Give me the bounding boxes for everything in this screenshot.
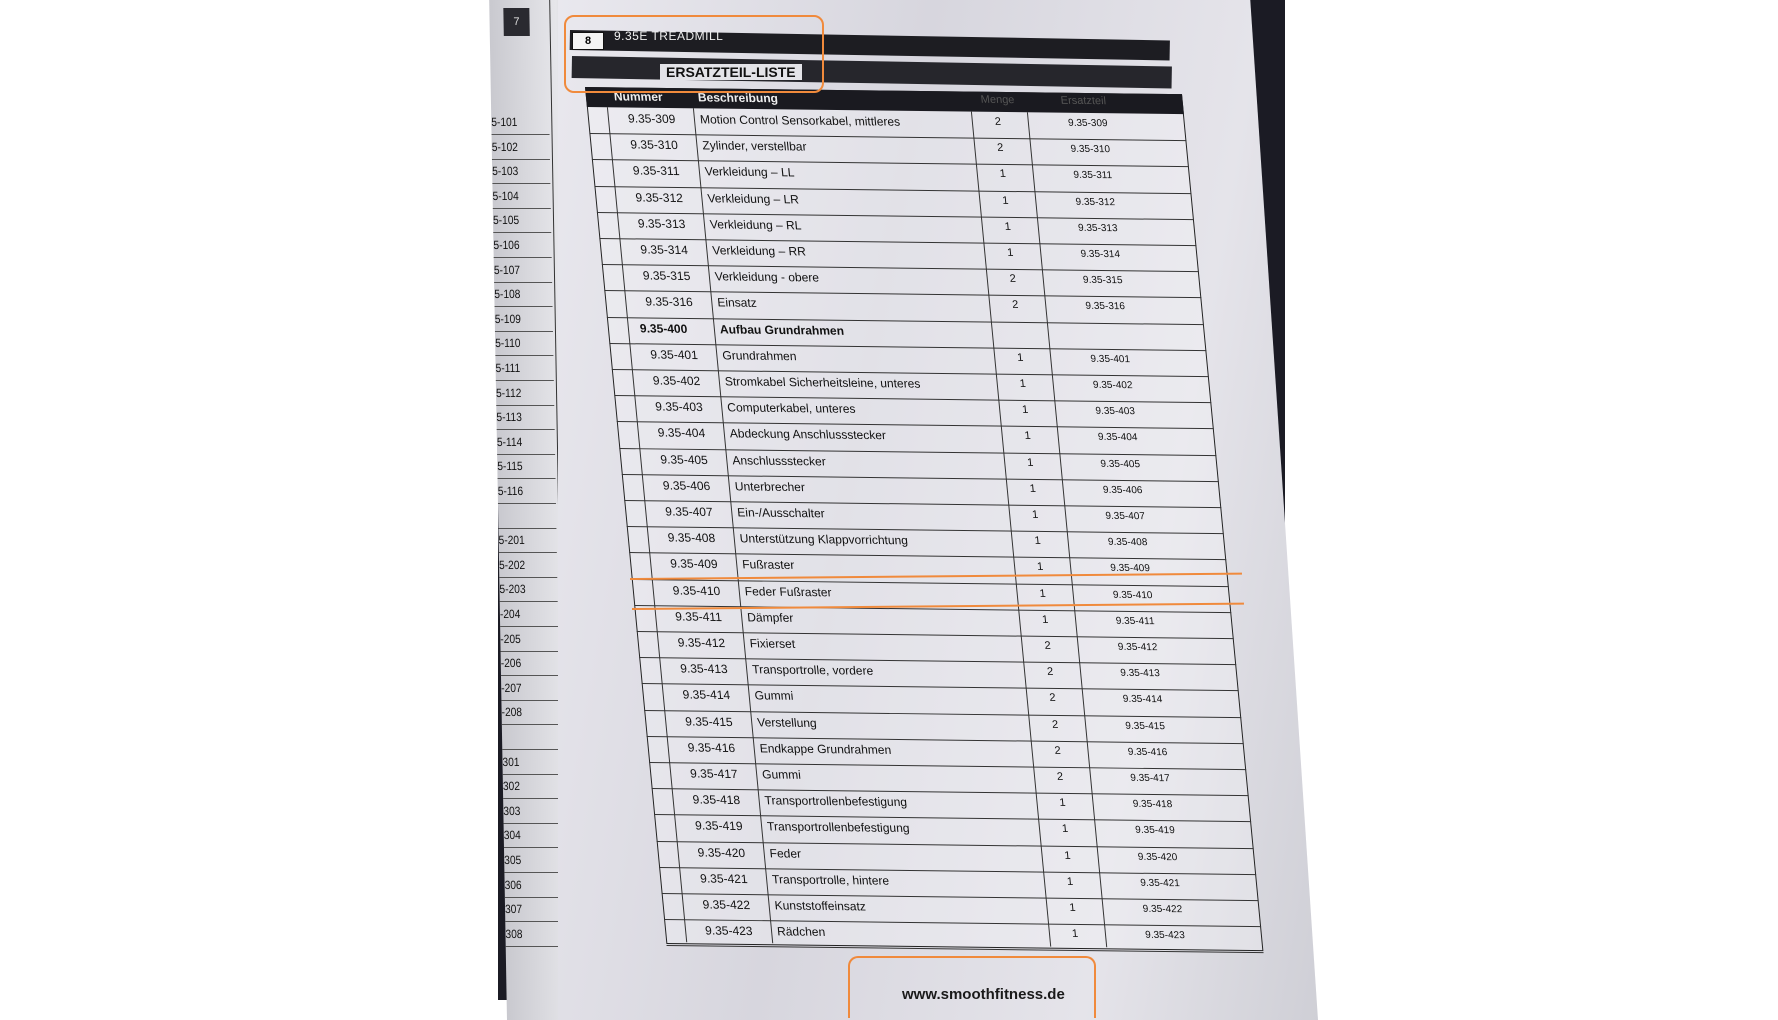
part-reference: 9.35-401	[1070, 353, 1151, 365]
left-page-number	[495, 307, 553, 332]
part-quantity: 1	[995, 247, 1026, 259]
left-page-number-text: 5-115	[497, 454, 523, 478]
part-number: 9.35-418	[692, 793, 741, 808]
part-quantity: 2	[997, 273, 1028, 285]
part-quantity: 1	[1057, 902, 1088, 914]
left-page-number	[498, 528, 556, 553]
part-number: 9.35-414	[682, 688, 731, 703]
part-description: Feder Fußraster	[744, 584, 832, 599]
part-quantity: 1	[1010, 404, 1041, 416]
part-reference: 9.35-309	[1047, 118, 1128, 130]
part-description: Verkleidung - obere	[714, 270, 819, 285]
left-page-number	[500, 627, 558, 652]
part-quantity: 1	[992, 221, 1023, 233]
part-number: 9.35-411	[675, 609, 723, 624]
part-number: 9.35-422	[702, 897, 751, 912]
part-description: Rädchen	[776, 925, 825, 940]
left-page-number-text: 5-104	[492, 184, 519, 208]
left-page-number	[498, 479, 556, 504]
left-page-number-text: 5-116	[498, 479, 524, 503]
part-quantity: 2	[985, 142, 1016, 154]
part-description: Endkappe Grundrahmen	[759, 741, 892, 757]
left-page-number-text: 306	[504, 873, 521, 897]
left-page-number-text: 5-113	[496, 405, 522, 429]
left-page-number-text: 5-202	[499, 553, 526, 577]
left-page-number	[491, 110, 549, 135]
left-page-number	[501, 700, 559, 725]
part-number: 9.35-420	[697, 845, 746, 860]
left-page-number	[505, 922, 563, 947]
header-number: Nummer	[613, 89, 663, 104]
left-page-number	[494, 282, 552, 307]
part-quantity: 2	[1040, 718, 1071, 730]
part-number: 9.35-402	[652, 373, 701, 388]
part-quantity: 1	[990, 194, 1021, 206]
part-number: 9.35-412	[677, 635, 726, 650]
left-page-number-text: 308	[505, 922, 522, 946]
part-reference: 9.35-417	[1110, 773, 1191, 785]
part-reference: 9.35-310	[1050, 144, 1131, 156]
left-page-number-text: 5-111	[495, 356, 520, 380]
left-page-number	[499, 553, 557, 578]
part-description: Unterstützung Klappvorrichtung	[739, 532, 908, 548]
part-description: Transportrollenbefestigung	[766, 820, 910, 836]
section-title: ERSATZTEIL-LISTE	[660, 64, 802, 80]
part-description: Fixierset	[749, 636, 796, 651]
part-description: Motion Control Sensorkabel, mittleres	[699, 112, 900, 128]
left-page-number	[504, 873, 562, 898]
header-quantity: Menge	[980, 94, 1015, 106]
left-page-number	[504, 823, 562, 848]
part-number: 9.35-316	[645, 295, 694, 310]
part-description: Ein-/Ausschalter	[737, 505, 826, 520]
part-number: 9.35-406	[662, 478, 711, 493]
left-page-number-text: 5-107	[494, 258, 521, 282]
left-page-number-text: 5-103	[492, 159, 519, 183]
left-page-number-text: 301	[502, 750, 519, 774]
part-reference: 9.35-421	[1120, 877, 1201, 889]
url-highlight-box	[848, 956, 1096, 1018]
left-page-number-column	[489, 0, 568, 1020]
part-reference: 9.35-313	[1057, 222, 1138, 234]
left-page-number-text: 303	[503, 799, 520, 823]
left-page-number-text: -204	[500, 602, 521, 626]
left-page-number	[499, 577, 557, 602]
part-description: Einsatz	[717, 296, 758, 310]
part-quantity: 2	[1032, 640, 1063, 652]
part-reference: 9.35-311	[1052, 170, 1133, 182]
left-page-number	[505, 897, 563, 922]
left-page-number-text: -208	[501, 700, 522, 724]
part-number: 9.35-312	[635, 190, 684, 205]
part-number: 9.35-315	[642, 269, 691, 284]
part-description: Anschlussstecker	[732, 453, 827, 468]
part-reference: 9.35-422	[1122, 904, 1203, 916]
part-number: 9.35-407	[665, 504, 714, 519]
left-page-number-text: 5-112	[496, 381, 522, 405]
left-page-number	[498, 504, 556, 529]
left-page-number-text: 305	[504, 848, 521, 872]
left-page-number-text: 5-203	[499, 577, 526, 601]
left-page-number-text: 5-102	[492, 135, 519, 159]
part-description: Transportrolle, vordere	[752, 663, 874, 678]
part-number: 9.35-400	[639, 321, 688, 336]
left-page-number	[503, 799, 561, 824]
part-quantity: 1	[1047, 797, 1078, 809]
part-quantity: 1	[1017, 483, 1048, 495]
part-description: Verkleidung – RR	[712, 243, 807, 258]
left-page-number	[504, 848, 562, 873]
left-page-number-text: 5-108	[494, 282, 521, 306]
part-quantity: 2	[1037, 692, 1068, 704]
part-description: Verkleidung – LR	[707, 191, 800, 206]
left-page-number	[501, 676, 559, 701]
parts-table	[585, 87, 1267, 954]
left-page-number	[497, 454, 555, 479]
part-reference: 9.35-406	[1082, 484, 1163, 496]
part-description: Aufbau Grundrahmen	[719, 322, 844, 337]
left-page-number	[496, 381, 554, 406]
part-number: 9.35-423	[704, 924, 753, 939]
part-quantity: 2	[1042, 745, 1073, 757]
part-quantity: 2	[982, 116, 1013, 128]
left-page-number-text: 5-110	[495, 331, 521, 355]
part-number: 9.35-404	[657, 426, 706, 441]
part-description: Transportrollenbefestigung	[764, 794, 908, 810]
part-number: 9.35-309	[627, 111, 676, 126]
part-description: Transportrolle, hintere	[771, 872, 889, 887]
left-page-number-text: 307	[505, 897, 522, 921]
part-quantity: 1	[1025, 561, 1056, 573]
part-number: 9.35-409	[670, 557, 719, 572]
part-reference: 9.35-405	[1080, 458, 1161, 470]
left-page-number	[495, 356, 553, 381]
left-page-number	[502, 750, 560, 775]
part-reference: 9.35-409	[1090, 563, 1171, 575]
part-quantity: 1	[1020, 509, 1051, 521]
part-number: 9.35-419	[694, 819, 743, 834]
part-description: Verkleidung – LL	[704, 165, 795, 180]
part-reference: 9.35-415	[1105, 720, 1186, 732]
part-quantity: 1	[1059, 928, 1090, 940]
left-page-number-text: -205	[500, 627, 521, 651]
part-reference	[1067, 327, 1147, 328]
part-quantity: 1	[1022, 535, 1053, 547]
part-quantity: 1	[987, 168, 1018, 180]
left-page-number	[494, 258, 552, 283]
part-description: Abdeckung Anschlussstecker	[729, 427, 886, 443]
part-reference: 9.35-408	[1087, 537, 1168, 549]
part-reference: 9.35-419	[1115, 825, 1196, 837]
left-page-number	[492, 184, 550, 209]
part-description: Grundrahmen	[722, 348, 797, 363]
title-highlight-box	[564, 15, 824, 93]
left-page-number-text: 5-101	[491, 110, 518, 134]
left-page-tab: 7	[503, 8, 529, 36]
part-number: 9.35-416	[687, 740, 736, 755]
part-description: Gummi	[762, 767, 802, 781]
part-reference: 9.35-420	[1117, 851, 1198, 863]
part-reference: 9.35-316	[1065, 301, 1146, 313]
part-number: 9.35-410	[672, 583, 721, 598]
header-reference: Ersatzteil	[1060, 95, 1106, 108]
document-title: 9.35E TREADMILL	[614, 29, 723, 43]
part-number: 9.35-413	[680, 662, 729, 677]
part-description: Kunststoffeinsatz	[774, 898, 867, 913]
part-description: Dämpfer	[747, 610, 794, 625]
left-page-number	[496, 405, 554, 430]
part-number: 9.35-310	[630, 138, 679, 153]
left-page-number-text: 5-105	[493, 208, 520, 232]
part-reference: 9.35-412	[1097, 642, 1178, 654]
page-number: 8	[572, 32, 604, 50]
part-reference: 9.35-418	[1112, 799, 1193, 811]
part-number: 9.35-313	[637, 216, 686, 231]
part-number: 9.35-403	[655, 400, 704, 415]
part-reference: 9.35-413	[1100, 668, 1181, 680]
footer-url[interactable]: www.smoothfitness.de	[902, 986, 1065, 1003]
left-page-number-text: -206	[501, 651, 522, 675]
part-number: 9.35-311	[632, 164, 680, 179]
header-description: Beschreibung	[697, 90, 778, 105]
left-page-number	[495, 331, 553, 356]
left-page-number	[492, 159, 550, 184]
part-description: Feder	[769, 846, 802, 860]
left-page-number-text: 5-109	[495, 307, 522, 331]
part-reference: 9.35-411	[1095, 615, 1176, 627]
part-description: Verkleidung – RL	[709, 217, 802, 232]
left-page-number-text: -207	[501, 676, 522, 700]
part-quantity: 2	[1000, 299, 1031, 311]
part-reference: 9.35-410	[1092, 589, 1173, 601]
part-reference: 9.35-315	[1062, 275, 1143, 287]
part-reference: 9.35-414	[1102, 694, 1183, 706]
part-reference: 9.35-312	[1055, 196, 1136, 208]
part-quantity: 1	[1012, 430, 1043, 442]
part-description: Zylinder, verstellbar	[702, 139, 807, 154]
part-reference: 9.35-402	[1072, 380, 1153, 392]
part-reference: 9.35-407	[1085, 511, 1166, 523]
left-page-number-text: 5-106	[493, 233, 520, 257]
part-quantity: 1	[1030, 614, 1061, 626]
part-quantity: 1	[1015, 456, 1046, 468]
part-number: 9.35-314	[640, 242, 689, 257]
part-reference: 9.35-403	[1075, 406, 1156, 418]
left-page-number-text: 304	[504, 823, 521, 847]
left-page-number	[502, 725, 560, 750]
part-reference: 9.35-416	[1107, 746, 1188, 758]
part-reference: 9.35-423	[1125, 930, 1206, 942]
part-description: Gummi	[754, 689, 794, 703]
part-number: 9.35-405	[660, 452, 709, 467]
part-reference: 9.35-404	[1077, 432, 1158, 444]
part-number: 9.35-421	[699, 871, 748, 886]
part-quantity: 1	[1005, 352, 1036, 364]
part-description: Verstellung	[757, 715, 818, 730]
part-number: 9.35-417	[690, 766, 739, 781]
part-number: 9.35-408	[667, 531, 716, 546]
left-page-number	[500, 602, 558, 627]
left-page-number-text: 302	[503, 774, 520, 798]
part-quantity: 2	[1045, 771, 1076, 783]
left-page-number-text: 5-201	[498, 528, 525, 552]
left-page-number	[503, 774, 561, 799]
part-quantity: 1	[1049, 823, 1080, 835]
left-page-number	[497, 430, 555, 455]
part-quantity: 1	[1052, 849, 1083, 861]
left-page-number	[493, 208, 551, 233]
left-page-number	[501, 651, 559, 676]
part-description: Computerkabel, unteres	[727, 401, 856, 417]
part-description: Unterbrecher	[734, 479, 805, 494]
part-number: 9.35-415	[685, 714, 734, 729]
part-quantity: 1	[1027, 587, 1058, 599]
part-reference: 9.35-314	[1060, 249, 1141, 261]
part-quantity: 1	[1054, 876, 1085, 888]
part-quantity: 2	[1035, 666, 1066, 678]
part-description: Stromkabel Sicherheitsleine, unteres	[724, 374, 921, 390]
part-number: 9.35-401	[650, 347, 699, 362]
left-page-number-text: 5-114	[497, 430, 523, 454]
part-quantity: 1	[1007, 378, 1038, 390]
left-page-number	[493, 233, 551, 258]
left-page-number	[492, 135, 550, 160]
part-description: Fußraster	[742, 558, 795, 573]
